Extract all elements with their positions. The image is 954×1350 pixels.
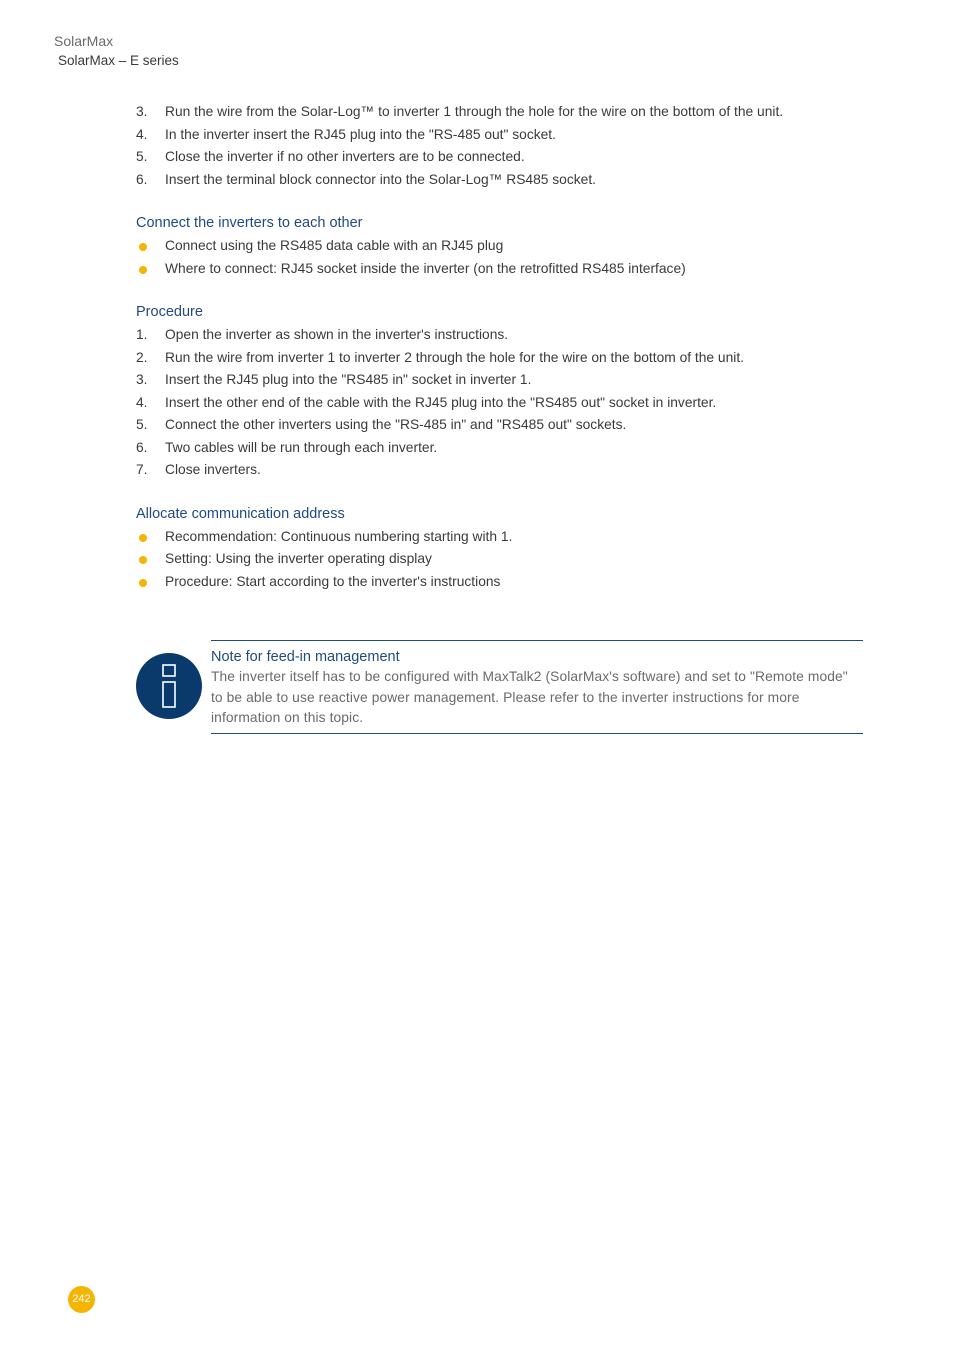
list-item [136,526,863,549]
bullet-text: Where to connect: RJ45 socket inside the inverter (on the retrofitted RS485 interface) [165,260,686,276]
info-icon [136,653,202,719]
step-number: 5. [136,149,148,164]
bullet-text: Connect using the RS485 data cable with an RJ45 plug [165,238,504,253]
step-text: Close the inverter if no other inverters are to be connected. [165,149,525,164]
step-number: 3. [136,372,148,387]
list-item [136,101,863,124]
list-item [136,258,863,281]
section-heading-procedure: Procedure [136,304,203,320]
note-title: Note for feed-in management [211,649,400,665]
step-number: 6. [136,171,148,187]
step-number: 1. [136,327,148,342]
list-item [136,571,863,594]
step-text: Two cables will be run through each inverter. [165,439,438,455]
bullet-dot-icon [139,579,147,587]
procedure-steps-list [136,324,863,482]
bullet-dot-icon [139,266,147,274]
step-text: Close inverters. [165,462,261,477]
section-heading-connect: Connect the inverters to each other [136,215,363,231]
address-bullet-list [136,526,863,594]
list-item [136,392,863,415]
step-number: 4. [136,394,148,410]
info-glyph [136,653,202,719]
step-number: 7. [136,462,148,477]
list-item [136,414,863,437]
step-text: Connect the other inverters using the "RS-485 in" and "RS485 out" sockets. [165,417,627,432]
step-text: In the inverter insert the RJ45 plug into the "RS-485 out" socket. [165,126,556,142]
step-number: 2. [136,349,148,365]
step-text: Run the wire from inverter 1 to inverter 2 through the hole for the wire on the bottom of the unit. [165,349,745,365]
bullet-text: Setting: Using the inverter operating display [165,551,432,566]
note-content [211,640,863,734]
step-text: Open the inverter as shown in the inverter's instructions. [165,327,509,342]
note-text: The inverter itself has to be configured with MaxTalk2 (SolarMax's software) and set to "Remote mode" to be able to use reactive power management. Please refer to the inverter instructions for more information on this topic. [211,669,848,725]
list-item [136,235,863,258]
main-content [136,101,863,593]
step-number: 5. [136,417,148,432]
step-text: Insert the RJ45 plug into the "RS485 in" socket in inverter 1. [165,372,532,387]
step-number: 4. [136,126,148,142]
bullet-text: Procedure: Start according to the inverter's instructions [165,573,501,589]
bullet-text: Recommendation: Continuous numbering starting with 1. [165,528,513,544]
steps-top-list [136,101,863,191]
connect-bullet-list [136,235,863,280]
note-box [136,640,863,734]
list-item [136,146,863,169]
list-item [136,324,863,347]
bullet-dot-icon [139,243,147,251]
list-item [136,124,863,147]
bullet-dot-icon [139,556,147,564]
list-item [136,437,863,460]
list-item [136,169,863,192]
list-item [136,459,863,482]
list-item [136,347,863,370]
header-brand: SolarMax [54,33,114,49]
step-text: Insert the other end of the cable with the RJ45 plug into the "RS485 out" socket in inverter. [165,394,717,410]
step-number: 3. [136,104,148,119]
list-item [136,548,863,571]
header-series: SolarMax – E series [58,53,179,68]
list-item [136,369,863,392]
bullet-dot-icon [139,534,147,542]
step-text: Insert the terminal block connector into the Solar-Log™ RS485 socket. [165,171,596,187]
section-heading-address: Allocate communication address [136,505,345,522]
page-number-badge: 242 [68,1286,95,1313]
step-text: Run the wire from the Solar-Log™ to inverter 1 through the hole for the wire on the bottom of the unit. [165,104,784,119]
step-number: 6. [136,439,148,455]
